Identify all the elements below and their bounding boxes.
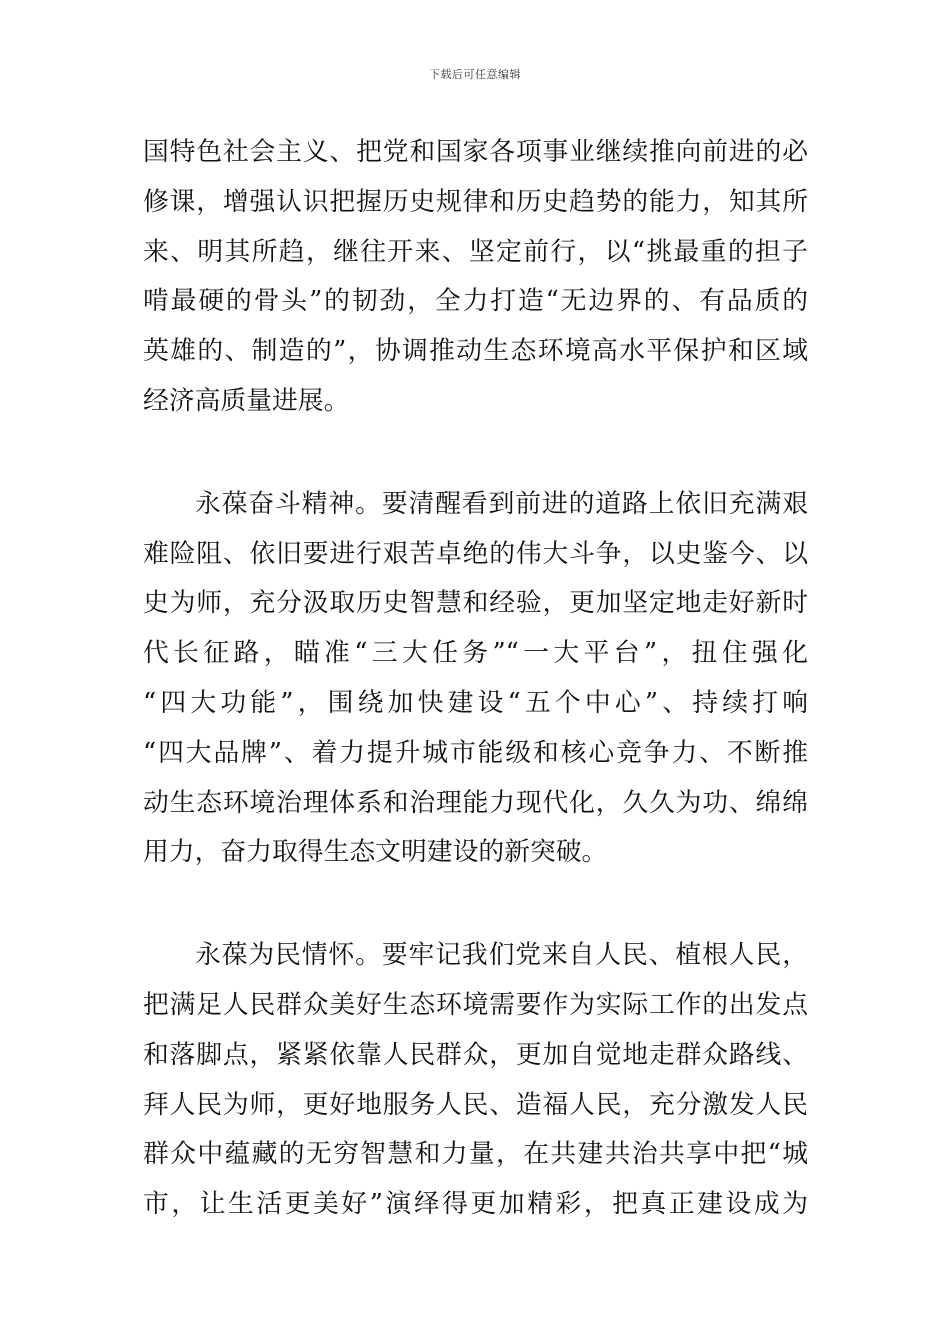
text-line: 来、明其所趋，继往开来、坚定前行，以“挑最重的担子 — [143, 236, 808, 267]
text-line: 拜人民为师，更好地服务人民、造福人民，充分激发人民 — [143, 1089, 808, 1120]
text-line: 啃最硬的骨头”的韧劲，全力打造“无边界的、有品质的 — [143, 286, 808, 317]
text-line: 英雄的、制造的”，协调推动生态环境高水平保护和区域 — [143, 336, 808, 367]
text-line: 永葆奋斗精神。要清醒看到前进的道路上依旧充满艰 — [195, 488, 808, 519]
text-line: “四大品牌”、着力提升城市能级和核心竞争力、不断推 — [143, 737, 808, 768]
paragraph-gap — [143, 427, 808, 480]
text-line: 永葆为民情怀。要牢记我们党来自人民、植根人民， — [195, 940, 808, 971]
text-line: 市，让生活更美好”演绎得更加精彩，把真正建设成为 — [143, 1189, 808, 1220]
document-body — [143, 128, 808, 1230]
text-line: 经济高质量进展。 — [143, 385, 350, 416]
paragraph — [143, 931, 808, 1230]
paragraph — [143, 128, 808, 427]
text-line: 群众中蕴藏的无穷智慧和力量，在共建共治共享中把“城 — [143, 1139, 808, 1170]
header-note: 下载后可任意编辑 — [429, 68, 521, 81]
paragraph-gap — [143, 878, 808, 931]
text-line: 动生态环境治理体系和治理能力现代化，久久为功、绵绵 — [143, 787, 808, 818]
text-line: 国特色社会主义、把党和国家各项事业继续推向前进的必 — [143, 137, 808, 167]
paragraph — [143, 480, 808, 878]
text-line: 代长征路，瞄准“三大任务”“一大平台”，扭住强化 — [143, 638, 808, 669]
text-line: 把满足人民群众美好生态环境需要作为实际工作的出发点 — [143, 989, 808, 1020]
text-line: 和落脚点，紧紧依靠人民群众，更加自觉地走群众路线、 — [143, 1039, 808, 1070]
text-line: 难险阻、依旧要进行艰苦卓绝的伟大斗争，以史鉴今、以 — [143, 538, 808, 569]
text-line: 修课，增强认识把握历史规律和历史趋势的能力，知其所 — [143, 186, 808, 217]
text-line: 用力，奋力取得生态文明建设的新突破。 — [143, 837, 608, 868]
text-line: 史为师，充分汲取历史智慧和经验，更加坚定地走好新时 — [143, 588, 808, 619]
text-line: “四大功能”，围绕加快建设“五个中心”、持续打响 — [143, 687, 808, 718]
